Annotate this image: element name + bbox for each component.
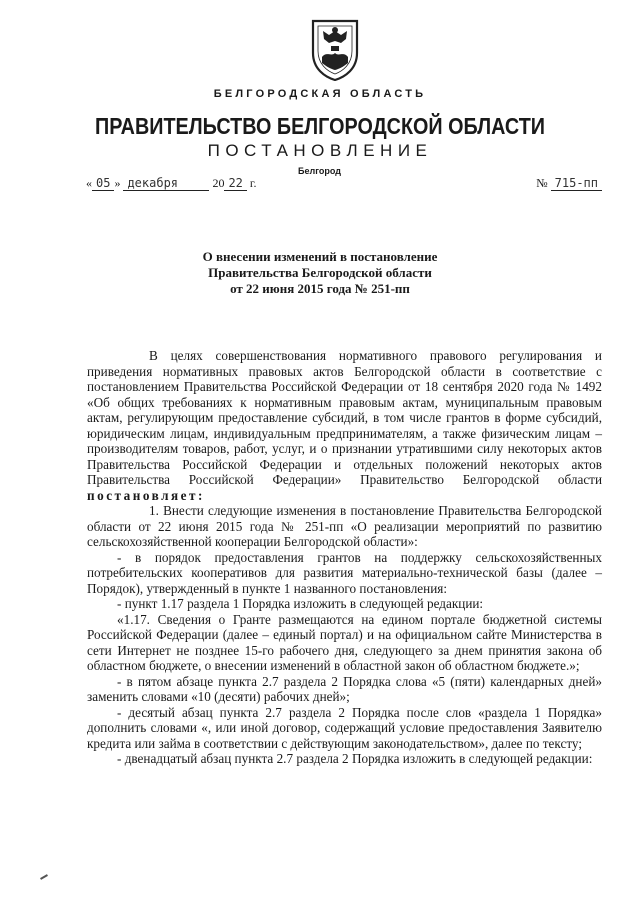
date-day: 05 [92,176,114,191]
date-close-quote: » [114,176,121,190]
document-date [86,176,256,191]
city-label: Белгород [298,166,341,176]
government-heading: ПРАВИТЕЛЬСТВО БЕЛГОРОДСКОЙ ОБЛАСТИ [95,113,545,139]
paragraph: - в пятом абзаце пункта 2.7 раздела 2 Порядка слова «5 (пяти) календарных дней» заменить словами «10 (десяти) рабочих дней»; [87,673,602,704]
paragraph-quote: «1.17. Сведения о Гранте размещаются на едином портале бюджетной системы Российской Федерации (далее – единый портал) и на официальном сайте Министерства в сети Интернет не позднее 15-го рабочего дня, следующего за днем принятия закона об областном бюджете, о внесении изменений в областной закон об областном бюджете.»; [87,611,602,673]
paragraph: - в порядок предоставления грантов на поддержку сельскохозяйственных потребительских кооперативов для развития материально-технической базы (далее – Порядок), утвержденный в пункте 1 названного постановления: [87,549,602,596]
date-year-prefix: 20 [212,176,225,190]
preamble-text: В целях совершенствования нормативного правового регулирования и приведения нормативных правовых актов Белгородской области в соответствие с постановлением Правительства Российской Федерации от 18 сентября 2020 года № 1492 «Об общих требованиях к нормативным правовым актам, муниципальным правовым актам, регулирующим предоставление субсидий, в том числе грантов в форме субсидий, юридическим лицам, индивидуальным предпринимателям, а также физическим лицам – производителям товаров, работ, услуг, и о признании утратившими силу некоторых актов Правительства Российской Федерации и отдельных положений некоторых актов Правительства Российской Федерации» Правительство Белгородской области [87,348,602,487]
document-body [87,348,602,767]
paragraph: - десятый абзац пункта 2.7 раздела 2 Порядка после слов «раздела 1 Порядка» дополнить словами «, или иной договор, содержащий условие предоставления Заявителю кредита или займа в соответствии с действующим законодательством», далее по тексту; [87,704,602,751]
number-prefix: № [536,176,548,190]
paragraph-item-1: 1. Внести следующие изменения в постановление Правительства Белгородской области от 22 июня 2015 года № 251-пп «О реализации мероприятий по развитию сельскохозяйственной кооперации Белгородской области»: [87,503,602,549]
document-number [536,176,602,191]
paragraph: - пункт 1.17 раздела 1 Порядка изложить в следующей редакции: [117,596,484,611]
date-month: декабря [123,176,209,191]
document-title [0,249,640,297]
date-open-quote: « [86,176,92,190]
title-line: Правительства Белгородской области [208,265,432,280]
coat-of-arms-icon [309,17,361,81]
number-value: 715-пп [551,176,602,191]
paragraph-preamble [87,348,602,503]
paragraph: - двенадцатый абзац пункта 2.7 раздела 2 Порядка изложить в следующей редакции: [117,751,593,766]
date-year-suffix: 22 [224,176,246,191]
date-year-unit: г. [249,176,257,190]
scan-mark [40,874,48,880]
region-heading: БЕЛГОРОДСКАЯ ОБЛАСТЬ [213,88,427,100]
title-line: от 22 июня 2015 года № 251-пп [230,281,410,296]
document-type: ПОСТАНОВЛЕНИЕ [207,141,433,160]
resolves-word: постановляет: [87,487,205,503]
title-line: О внесении изменений в постановление [202,249,438,264]
